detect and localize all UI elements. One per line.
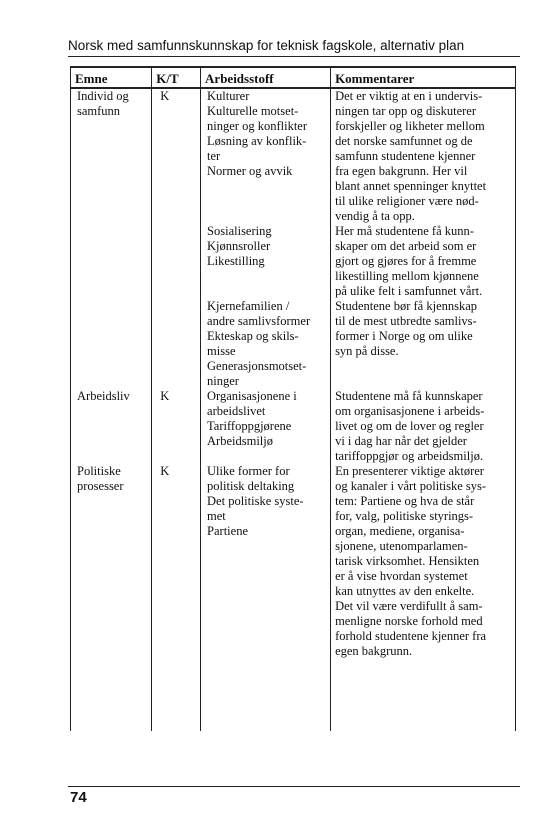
emne-cell — [71, 389, 152, 464]
curriculum-table — [70, 66, 516, 731]
kommentar-line: former i Norge og om ulike — [335, 329, 473, 343]
emne-cell — [71, 88, 152, 224]
arbeidsstoff-line: Kjønnsroller — [207, 239, 271, 253]
kommentarer-cell — [331, 389, 516, 464]
arbeidsstoff-line: Tariffoppgjørene — [207, 419, 292, 433]
column-header-emne: Emne — [71, 67, 152, 88]
table-row — [71, 88, 516, 224]
arbeidsstoff-line: ter — [207, 149, 221, 163]
emne-line: Arbeidsliv — [77, 389, 130, 403]
kommentar-line: ningen tar opp og diskuterer — [335, 104, 476, 118]
arbeidsstoff-line: Organisasjonene i — [207, 389, 297, 403]
kommentar-line: likestilling mellom kjønnene — [335, 269, 479, 283]
table-row — [71, 464, 516, 659]
kommentar-line: vendig å ta opp. — [335, 209, 415, 223]
kommentarer-cell — [331, 299, 516, 389]
column-header-arbeidsstoff: Arbeidsstoff — [201, 67, 331, 88]
kommentar-line: vi i dag har når det gjelder — [335, 434, 467, 448]
arbeidsstoff-line: Arbeidsmiljø — [207, 434, 273, 448]
arbeidsstoff-line: Normer og avvik — [207, 164, 293, 178]
arbeidsstoff-line: Likestilling — [207, 254, 265, 268]
kommentar-line: livet og om de lover og regler — [335, 419, 484, 433]
kommentar-line: Det er viktig at en i undervis- — [335, 89, 483, 103]
kommentar-line: syn på disse. — [335, 344, 399, 358]
kommentar-line: fra egen bakgrunn. Her vil — [335, 164, 468, 178]
table-tail-space — [71, 659, 516, 731]
footer-rule — [68, 786, 520, 787]
emne-line: Politiske — [77, 464, 121, 478]
kommentar-line: En presenterer viktige aktører — [335, 464, 484, 478]
arbeidsstoff-cell — [201, 224, 331, 299]
emne-line: prosesser — [77, 479, 124, 493]
kommentar-line: blant annet spenninger knyttet — [335, 179, 487, 193]
kt-cell: K — [152, 464, 201, 659]
emne-cell — [71, 224, 152, 299]
kommentar-line: og kanaler i vårt politiske sys- — [335, 479, 487, 493]
arbeidsstoff-line: Partiene — [207, 524, 248, 538]
arbeidsstoff-line: arbeidslivet — [207, 404, 266, 418]
kommentar-line: tem: Partiene og hva de står — [335, 494, 475, 508]
emne-line: Individ og — [77, 89, 129, 103]
arbeidsstoff-line: ninger — [207, 374, 239, 388]
table-row — [71, 224, 516, 299]
column-header-kt: K/T — [152, 67, 201, 88]
kommentar-line: organ, mediene, organisa- — [335, 524, 465, 538]
arbeidsstoff-line: misse — [207, 344, 236, 358]
kommentar-line: samfunn studentene kjenner — [335, 149, 476, 163]
arbeidsstoff-line: Ekteskap og skils- — [207, 329, 299, 343]
kommentar-line: sjonene, utenomparlamen- — [335, 539, 468, 553]
kommentar-line: kan utnyttes av den enkelte. — [335, 584, 475, 598]
arbeidsstoff-line: andre samlivsformer — [207, 314, 311, 328]
arbeidsstoff-cell — [201, 299, 331, 389]
arbeidsstoff-line: Generasjonsmotset- — [207, 359, 307, 373]
emne-cell — [71, 464, 152, 659]
kommentar-line: tariffoppgjør og arbeidsmiljø. — [335, 449, 484, 463]
kommentar-line: om organisasjonene i arbeids- — [335, 404, 485, 418]
kt-cell — [152, 224, 201, 299]
column-header-kommentarer: Kommentarer — [331, 67, 516, 88]
kommentarer-cell — [331, 88, 516, 224]
arbeidsstoff-line: Sosialisering — [207, 224, 272, 238]
header-rule — [68, 56, 520, 57]
kt-cell: K — [152, 389, 201, 464]
kt-cell: K — [152, 88, 201, 224]
kommentar-line: til ulike religioner være nød- — [335, 194, 479, 208]
kommentar-line: menligne norske forhold med — [335, 614, 483, 628]
arbeidsstoff-line: politisk deltaking — [207, 479, 295, 493]
arbeidsstoff-line: ninger og konflikter — [207, 119, 308, 133]
kommentar-line: det norske samfunnet og de — [335, 134, 473, 148]
arbeidsstoff-line: met — [207, 509, 226, 523]
arbeidsstoff-cell — [201, 464, 331, 659]
table-body — [71, 88, 516, 731]
kommentar-line: forhold studentene kjenner fra — [335, 629, 487, 643]
emne-line: samfunn — [77, 104, 121, 118]
arbeidsstoff-line: Kulturer — [207, 89, 250, 103]
table-row — [71, 299, 516, 389]
arbeidsstoff-line: Kjernefamilien / — [207, 299, 290, 313]
table-row — [71, 389, 516, 464]
kommentar-line: egen bakgrunn. — [335, 644, 413, 658]
page-number: 74 — [70, 789, 87, 806]
kommentar-line: til de mest utbredte samlivs- — [335, 314, 477, 328]
kommentar-line: Det vil være verdifullt å sam- — [335, 599, 483, 613]
arbeidsstoff-line: Kulturelle motset- — [207, 104, 299, 118]
kommentar-line: Studentene bør få kjennskap — [335, 299, 478, 313]
arbeidsstoff-cell — [201, 88, 331, 224]
page-header: Norsk med samfunnskunnskap for teknisk fagskole, alternativ plan — [68, 38, 465, 53]
arbeidsstoff-line: Det politiske syste- — [207, 494, 304, 508]
kommentarer-cell — [331, 224, 516, 299]
kommentar-line: er å vise hvordan systemet — [335, 569, 468, 583]
kommentar-line: Studentene må få kunnskaper — [335, 389, 483, 403]
kommentar-line: gjort og gjøres for å fremme — [335, 254, 477, 268]
kommentar-line: Her må studentene få kunn- — [335, 224, 474, 238]
kommentar-line: for, valg, politiske styrings- — [335, 509, 474, 523]
emne-cell — [71, 299, 152, 389]
table-header-row — [71, 67, 516, 88]
kommentar-line: tarisk virksomhet. Hensikten — [335, 554, 480, 568]
kommentar-line: forskjeller og likheter mellom — [335, 119, 485, 133]
kommentar-line: på ulike felt i samfunnet vårt. — [335, 284, 483, 298]
arbeidsstoff-line: Ulike former for — [207, 464, 290, 478]
kommentar-line: skaper om det arbeid som er — [335, 239, 477, 253]
arbeidsstoff-line: Løsning av konflik- — [207, 134, 307, 148]
kommentarer-cell — [331, 464, 516, 659]
arbeidsstoff-cell — [201, 389, 331, 464]
kt-cell — [152, 299, 201, 389]
